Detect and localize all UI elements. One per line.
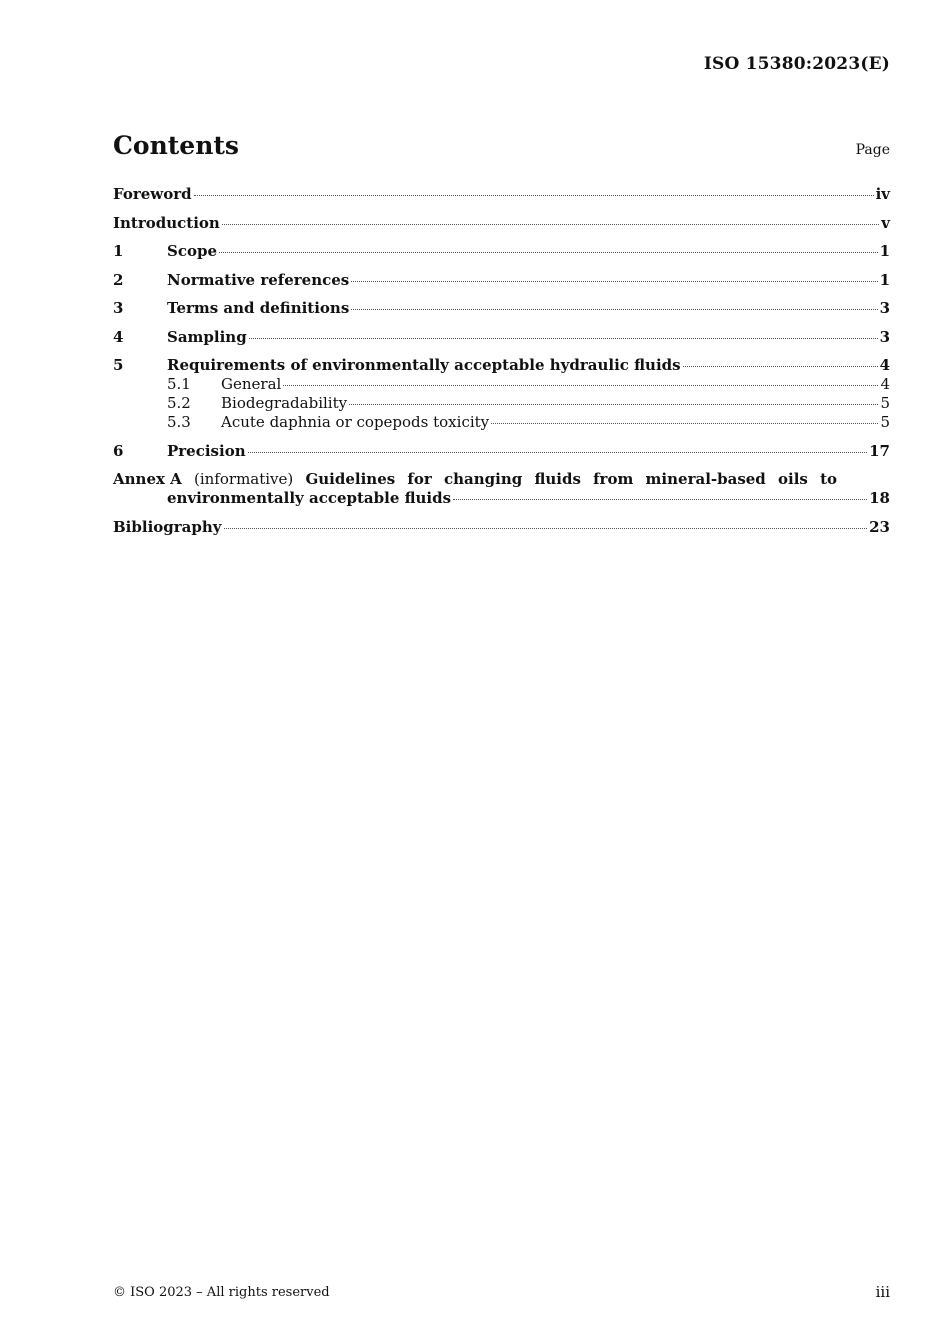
toc-page-number: 3 — [879, 299, 890, 317]
toc-entry-normative-references[interactable] — [113, 271, 890, 290]
page-column-label: Page — [855, 142, 890, 158]
toc-page-number: 4 — [880, 375, 890, 393]
toc-entry-annex-a[interactable] — [113, 470, 890, 508]
toc-entry-introduction[interactable] — [113, 214, 890, 233]
table-of-contents — [113, 185, 890, 537]
toc-entry-terms-and-definitions[interactable] — [113, 299, 890, 318]
toc-entry-title: environmentally acceptable fluids — [167, 489, 452, 507]
copyright-notice: © ISO 2023 – All rights reserved — [113, 1285, 330, 1300]
dot-leader — [349, 403, 878, 405]
toc-entry-title: Precision — [167, 441, 246, 460]
toc-section-number: 6 — [113, 441, 124, 460]
annex-title-word: to — [820, 470, 837, 488]
annex-title-word: oils — [778, 470, 808, 488]
dot-leader — [219, 251, 878, 253]
toc-entry-title: Normative references — [167, 270, 350, 289]
toc-entry-bibliography[interactable] — [113, 518, 890, 537]
toc-page-number: 5 — [880, 394, 890, 412]
dot-leader — [248, 451, 868, 453]
toc-entry-title: Introduction — [113, 213, 220, 232]
toc-entry-biodegradability[interactable] — [113, 394, 890, 413]
toc-page-number: iv — [875, 185, 890, 203]
toc-page-number: 23 — [869, 517, 890, 536]
toc-page-number: v — [881, 213, 890, 232]
document-code: ISO 15380:2023(E) — [703, 54, 890, 74]
annex-kind: (informative) — [194, 470, 294, 488]
annex-title-line — [113, 470, 890, 489]
contents-heading: Contents — [113, 131, 240, 160]
toc-entry-sampling[interactable] — [113, 328, 890, 347]
toc-entry-acute-toxicity[interactable] — [113, 413, 890, 432]
toc-entry-title: Acute daphnia or copepods toxicity — [221, 413, 490, 431]
toc-page-number: 1 — [879, 270, 890, 289]
toc-subsection-number: 5.1 — [167, 375, 191, 393]
annex-title-word: for — [407, 470, 432, 488]
toc-entry-title: General — [221, 375, 282, 393]
dot-leader — [283, 384, 878, 386]
toc-page-number: 1 — [879, 242, 890, 260]
annex-title-word: fluids — [534, 470, 581, 488]
toc-entry-scope[interactable] — [113, 242, 890, 261]
page-number: iii — [875, 1283, 890, 1301]
toc-entry-title: Requirements of environmentally acceptable hydraulic fluids — [167, 356, 681, 374]
dot-leader — [224, 527, 868, 529]
toc-entry-title: Foreword — [113, 185, 192, 203]
toc-entry-precision[interactable] — [113, 442, 890, 461]
toc-entry-title: Terms and definitions — [167, 299, 350, 317]
toc-section-number: 2 — [113, 270, 124, 289]
dot-leader — [194, 194, 874, 196]
toc-page-number: 3 — [879, 327, 890, 346]
dot-leader — [491, 422, 878, 424]
toc-section-number: 3 — [113, 299, 124, 317]
dot-leader — [453, 498, 867, 500]
toc-subsection-number: 5.2 — [167, 394, 191, 412]
toc-entry-title: Bibliography — [113, 517, 222, 536]
toc-page-number: 5 — [880, 413, 890, 431]
toc-entry-title: Biodegradability — [221, 394, 348, 412]
annex-title-continuation — [113, 489, 890, 508]
annex-title-word: from — [593, 470, 634, 488]
toc-section-number: 5 — [113, 356, 124, 374]
toc-section-number: 1 — [113, 242, 124, 260]
toc-page-number: 4 — [879, 356, 890, 374]
toc-entry-requirements[interactable] — [113, 356, 890, 375]
toc-section-number: 4 — [113, 327, 124, 346]
dot-leader — [351, 280, 877, 282]
annex-title-word: Guidelines — [305, 470, 396, 488]
toc-page-number: 18 — [869, 489, 890, 507]
toc-entry-title: Scope — [167, 242, 218, 260]
annex-label: Annex A — [113, 470, 182, 488]
toc-entry-foreword[interactable] — [113, 185, 890, 204]
toc-subsection-number: 5.3 — [167, 413, 191, 431]
annex-title-word: changing — [444, 470, 523, 488]
annex-title-word: mineral-based — [645, 470, 766, 488]
dot-leader — [683, 365, 878, 367]
toc-entry-general[interactable] — [113, 375, 890, 394]
toc-page-number: 17 — [869, 441, 890, 460]
dot-leader — [351, 308, 877, 310]
dot-leader — [222, 223, 879, 225]
dot-leader — [249, 337, 878, 339]
toc-entry-title: Sampling — [167, 327, 247, 346]
